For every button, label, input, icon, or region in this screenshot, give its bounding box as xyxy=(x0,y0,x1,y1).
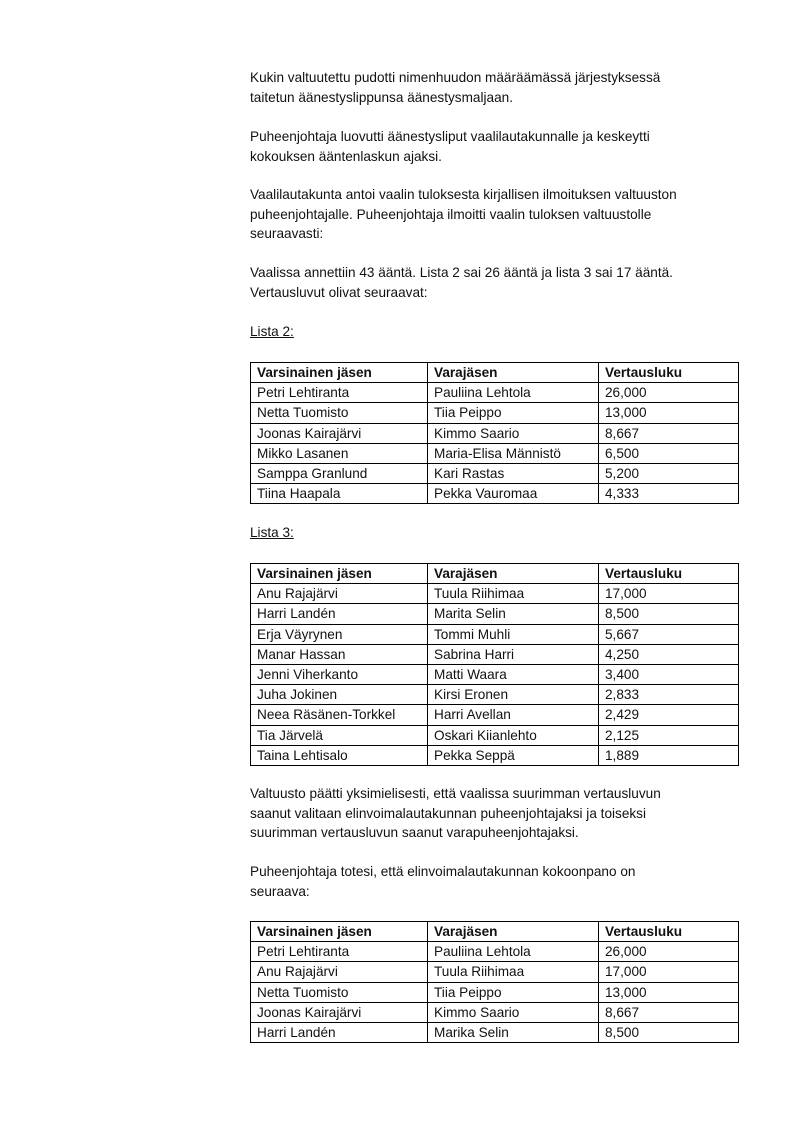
column-header-varajasen: Varajäsen xyxy=(428,922,599,942)
cell-vertausluku: 4,250 xyxy=(599,644,739,664)
cell-vertausluku: 2,125 xyxy=(599,725,739,745)
cell-vertausluku: 5,667 xyxy=(599,624,739,644)
cell-varsinainen-jasen: Tiina Haapala xyxy=(251,484,428,504)
cell-varsinainen-jasen: Neea Räsänen-Torkkel xyxy=(251,705,428,725)
cell-varajasen: Marika Selin xyxy=(428,1023,599,1043)
cell-vertausluku: 1,889 xyxy=(599,745,739,765)
table-row xyxy=(251,383,739,403)
cell-varajasen: Pekka Vauromaa xyxy=(428,484,599,504)
column-header-vertausluku: Vertausluku xyxy=(599,922,739,942)
cell-varsinainen-jasen: Erja Väyrynen xyxy=(251,624,428,644)
cell-varajasen: Tiia Peippo xyxy=(428,982,599,1002)
cell-varajasen: Tuula Riihimaa xyxy=(428,962,599,982)
paragraph-ballots-handed xyxy=(250,127,650,166)
table-lista-3 xyxy=(250,563,739,766)
cell-vertausluku: 13,000 xyxy=(599,403,739,423)
paragraph-line: Puheenjohtaja luovutti äänestysliput vaalilautakunnalle ja keskeytti xyxy=(250,129,650,144)
heading-lista-2: Lista 2: xyxy=(250,324,294,339)
table-row xyxy=(251,1002,739,1022)
table-row xyxy=(251,484,739,504)
cell-varsinainen-jasen: Joonas Kairajärvi xyxy=(251,423,428,443)
paragraph-line: Puheenjohtaja totesi, että elinvoimalautakunnan kokoonpano on xyxy=(250,864,636,879)
cell-varsinainen-jasen: Anu Rajajärvi xyxy=(251,584,428,604)
paragraph-line: seuraavasti: xyxy=(250,226,324,241)
cell-varajasen: Matti Waara xyxy=(428,665,599,685)
cell-varsinainen-jasen: Harri Landén xyxy=(251,604,428,624)
column-header-varsinainen-jasen: Varsinainen jäsen xyxy=(251,363,428,383)
cell-vertausluku: 26,000 xyxy=(599,942,739,962)
paragraph-line: Valtuusto päätti yksimielisesti, että vaalissa suurimman vertausluvun xyxy=(250,786,661,801)
table-row xyxy=(251,443,739,463)
paragraph-line: seuraava: xyxy=(250,883,310,899)
cell-varajasen: Kimmo Saario xyxy=(428,1002,599,1022)
cell-vertausluku: 13,000 xyxy=(599,982,739,1002)
table-row xyxy=(251,584,739,604)
cell-varajasen: Pauliina Lehtola xyxy=(428,942,599,962)
table-header-row xyxy=(251,363,739,383)
cell-varajasen: Tiia Peippo xyxy=(428,403,599,423)
paragraph-line: suurimman vertausluvun saanut varapuheenjohtajaksi. xyxy=(250,825,579,840)
cell-vertausluku: 17,000 xyxy=(599,962,739,982)
cell-varajasen: Harri Avellan xyxy=(428,705,599,725)
paragraph-composition-statement xyxy=(250,862,635,901)
paragraph-vote-counts xyxy=(250,263,673,302)
column-header-vertausluku: Vertausluku xyxy=(599,564,739,584)
cell-varsinainen-jasen: Samppa Granlund xyxy=(251,464,428,484)
cell-varajasen: Kari Rastas xyxy=(428,464,599,484)
table-row xyxy=(251,604,739,624)
cell-varajasen: Oskari Kiianlehto xyxy=(428,725,599,745)
paragraph-line: Vertausluvut olivat seuraavat: xyxy=(250,284,428,300)
paragraph-line: Vaalissa annettiin 43 ääntä. Lista 2 sai 26 ääntä ja lista 3 sai 17 ääntä. xyxy=(250,265,673,280)
cell-vertausluku: 3,400 xyxy=(599,665,739,685)
table-row xyxy=(251,982,739,1002)
cell-varajasen: Pekka Seppä xyxy=(428,745,599,765)
cell-varsinainen-jasen: Petri Lehtiranta xyxy=(251,383,428,403)
table-header-row xyxy=(251,564,739,584)
cell-varajasen: Maria-Elisa Männistö xyxy=(428,443,599,463)
cell-varsinainen-jasen: Harri Landén xyxy=(251,1023,428,1043)
table-row xyxy=(251,725,739,745)
paragraph-election-result-notice xyxy=(250,185,677,244)
table-row xyxy=(251,403,739,423)
cell-varsinainen-jasen: Mikko Lasanen xyxy=(251,443,428,463)
table-lista-2 xyxy=(250,362,739,504)
cell-varsinainen-jasen: Netta Tuomisto xyxy=(251,982,428,1002)
table-row xyxy=(251,624,739,644)
column-header-varajasen: Varajäsen xyxy=(428,363,599,383)
column-header-vertausluku: Vertausluku xyxy=(599,363,739,383)
heading-lista-3: Lista 3: xyxy=(250,525,294,540)
cell-varajasen: Marita Selin xyxy=(428,604,599,624)
table-row xyxy=(251,1023,739,1043)
paragraph-ballots-dropped xyxy=(250,68,660,107)
cell-vertausluku: 26,000 xyxy=(599,383,739,403)
cell-varsinainen-jasen: Manar Hassan xyxy=(251,644,428,664)
cell-vertausluku: 8,667 xyxy=(599,423,739,443)
cell-vertausluku: 5,200 xyxy=(599,464,739,484)
column-header-varsinainen-jasen: Varsinainen jäsen xyxy=(251,564,428,584)
column-header-varsinainen-jasen: Varsinainen jäsen xyxy=(251,922,428,942)
table-kokoonpano xyxy=(250,921,739,1043)
table-row xyxy=(251,705,739,725)
cell-varsinainen-jasen: Juha Jokinen xyxy=(251,685,428,705)
table-row xyxy=(251,962,739,982)
column-header-varajasen: Varajäsen xyxy=(428,564,599,584)
cell-vertausluku: 17,000 xyxy=(599,584,739,604)
paragraph-council-decision xyxy=(250,784,661,843)
table-row xyxy=(251,644,739,664)
cell-vertausluku: 8,667 xyxy=(599,1002,739,1022)
cell-vertausluku: 8,500 xyxy=(599,1023,739,1043)
cell-varsinainen-jasen: Joonas Kairajärvi xyxy=(251,1002,428,1022)
table-row xyxy=(251,464,739,484)
cell-varajasen: Sabrina Harri xyxy=(428,644,599,664)
cell-vertausluku: 6,500 xyxy=(599,443,739,463)
paragraph-line: saanut valitaan elinvoimalautakunnan puheenjohtajaksi ja toiseksi xyxy=(250,805,646,821)
table-row xyxy=(251,423,739,443)
cell-varsinainen-jasen: Petri Lehtiranta xyxy=(251,942,428,962)
table-row xyxy=(251,665,739,685)
cell-varajasen: Kimmo Saario xyxy=(428,423,599,443)
paragraph-line: Kukin valtuutettu pudotti nimenhuudon määräämässä järjestyksessä xyxy=(250,70,661,85)
table-row xyxy=(251,685,739,705)
table-header-row xyxy=(251,922,739,942)
table-row xyxy=(251,745,739,765)
paragraph-line: taitetun äänestyslippunsa äänestysmaljaan. xyxy=(250,89,513,105)
cell-varajasen: Tommi Muhli xyxy=(428,624,599,644)
cell-varsinainen-jasen: Netta Tuomisto xyxy=(251,403,428,423)
paragraph-line: Vaalilautakunta antoi vaalin tuloksesta kirjallisen ilmoituksen valtuuston xyxy=(250,187,677,202)
table-row xyxy=(251,942,739,962)
cell-varsinainen-jasen: Anu Rajajärvi xyxy=(251,962,428,982)
paragraph-line: puheenjohtajalle. Puheenjohtaja ilmoitti vaalin tuloksen valtuustolle xyxy=(250,206,652,222)
cell-varsinainen-jasen: Tia Järvelä xyxy=(251,725,428,745)
cell-vertausluku: 8,500 xyxy=(599,604,739,624)
paragraph-line: kokouksen ääntenlaskun ajaksi. xyxy=(250,148,442,164)
cell-vertausluku: 4,333 xyxy=(599,484,739,504)
cell-varajasen: Tuula Riihimaa xyxy=(428,584,599,604)
cell-vertausluku: 2,833 xyxy=(599,685,739,705)
cell-varajasen: Kirsi Eronen xyxy=(428,685,599,705)
cell-varajasen: Pauliina Lehtola xyxy=(428,383,599,403)
cell-vertausluku: 2,429 xyxy=(599,705,739,725)
cell-varsinainen-jasen: Jenni Viherkanto xyxy=(251,665,428,685)
cell-varsinainen-jasen: Taina Lehtisalo xyxy=(251,745,428,765)
